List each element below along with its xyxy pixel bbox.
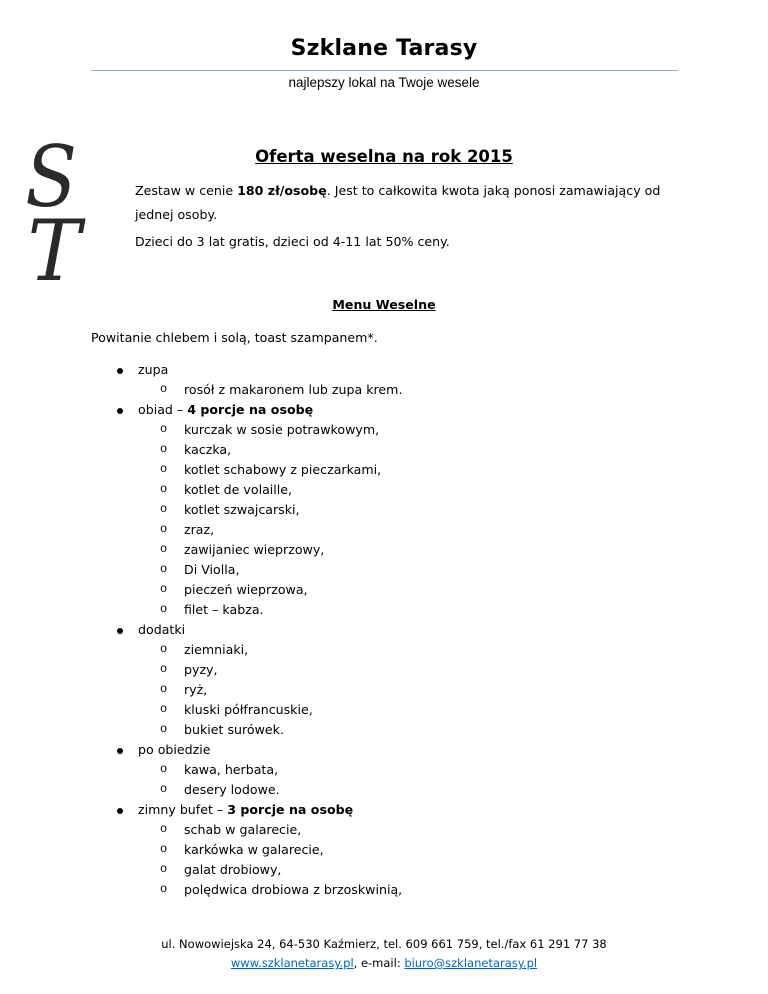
sub-bullet-icon: o <box>160 862 168 876</box>
menu-group-label <box>138 742 211 757</box>
email-label: , e-mail: <box>353 956 405 970</box>
sub-bullet-icon: o <box>160 482 168 496</box>
website-link[interactable]: www.szklanetarasy.pl <box>230 956 354 970</box>
menu-item: bukiet surówek. <box>184 722 284 737</box>
menu-item: kaczka, <box>184 442 232 457</box>
menu-item: zraz, <box>184 522 215 537</box>
sub-bullet-icon: o <box>160 782 168 796</box>
menu-item: kluski półfrancuskie, <box>184 702 313 717</box>
menu-group-name: obiad – <box>138 402 188 417</box>
menu-group-name: zupa <box>138 362 169 377</box>
menu-item: schab w galarecie, <box>184 822 302 837</box>
sub-bullet-icon: o <box>160 562 168 576</box>
menu-group-name: dodatki <box>138 622 186 637</box>
sub-bullet-icon: o <box>160 882 168 896</box>
bullet-icon <box>117 408 123 414</box>
sub-bullet-icon: o <box>160 502 168 516</box>
bullet-icon <box>117 748 123 754</box>
bullet-icon <box>117 808 123 814</box>
menu-item: galat drobiowy, <box>184 862 282 877</box>
sub-bullet-icon: o <box>160 642 168 656</box>
tagline: najlepszy lokal na Twoje wesele <box>288 75 480 90</box>
menu-item: Di Violla, <box>184 562 240 577</box>
sub-bullet-icon: o <box>160 582 168 596</box>
menu-item: kotlet de volaille, <box>184 482 293 497</box>
menu-group-portion: 4 porcje na osobę <box>187 402 314 417</box>
sub-bullet-icon: o <box>160 762 168 776</box>
email-link[interactable]: biuro@szklanetarasy.pl <box>404 956 538 970</box>
sub-bullet-icon: o <box>160 542 168 556</box>
menu-item: pieczeń wieprzowa, <box>184 582 308 597</box>
footer-address: ul. Nowowiejska 24, 64-530 Kaźmierz, tel. 609 661 759, tel./fax 61 291 77 38 <box>161 937 607 951</box>
menu-item: desery lodowe. <box>184 782 280 797</box>
sub-bullet-icon: o <box>160 822 168 836</box>
menu-item: zawijaniec wieprzowy, <box>184 542 325 557</box>
offer-price-paragraph <box>135 179 665 227</box>
menu-group-label <box>138 362 168 377</box>
price-value: 180 zł/osobę <box>237 183 327 198</box>
sub-bullet-icon: o <box>160 662 168 676</box>
menu-item: kotlet szwajcarski, <box>184 502 300 517</box>
menu-group-label <box>138 402 313 417</box>
footer-contact <box>0 956 768 970</box>
menu-item: filet – kabza. <box>184 602 264 617</box>
menu-group-portion: 3 porcje na osobę <box>227 802 354 817</box>
menu-item: polędwica drobiowa z brzoskwinią, <box>184 882 403 897</box>
menu-item: ziemniaki, <box>184 642 249 657</box>
sub-bullet-icon: o <box>160 602 168 616</box>
menu-group-label <box>138 802 353 817</box>
menu-item: kotlet schabowy z pieczarkami, <box>184 462 382 477</box>
offer-title: Oferta weselna na rok 2015 <box>255 147 513 166</box>
menu-title: Menu Weselne <box>332 297 436 312</box>
bullet-icon <box>117 368 123 374</box>
sub-bullet-icon: o <box>160 682 168 696</box>
menu-item: kurczak w sosie potrawkowym, <box>184 422 380 437</box>
menu-group-name: po obiedzie <box>138 742 211 757</box>
logo-letter-t: T <box>27 203 81 284</box>
sub-bullet-icon: o <box>160 522 168 536</box>
sub-bullet-icon: o <box>160 722 168 736</box>
menu-item: rosół z makaronem lub zupa krem. <box>184 382 403 397</box>
menu-item: ryż, <box>184 682 208 697</box>
header-divider <box>91 70 678 71</box>
menu-intro: Powitanie chlebem i solą, toast szampanem*. <box>91 330 378 345</box>
menu-item: karkówka w galarecie, <box>184 842 324 857</box>
price-text-start: Zestaw w cenie <box>135 183 238 198</box>
sub-bullet-icon: o <box>160 382 168 396</box>
children-pricing-paragraph: Dzieci do 3 lat gratis, dzieci od 4-11 lat 50% ceny. <box>135 234 450 249</box>
bullet-icon <box>117 628 123 634</box>
price-text-end: . Jest to całkowita kwota jaką ponosi zamawiający od jednej osoby. <box>135 183 661 222</box>
logo-letter-s: S <box>25 134 77 226</box>
page-title: Szklane Tarasy <box>290 36 478 61</box>
sub-bullet-icon: o <box>160 442 168 456</box>
menu-item: pyzy, <box>184 662 218 677</box>
menu-group-name: zimny bufet – <box>138 802 228 817</box>
sub-bullet-icon: o <box>160 462 168 476</box>
menu-item: kawa, herbata, <box>184 762 279 777</box>
sub-bullet-icon: o <box>160 422 168 436</box>
sub-bullet-icon: o <box>160 842 168 856</box>
sub-bullet-icon: o <box>160 702 168 716</box>
menu-group-label <box>138 622 185 637</box>
